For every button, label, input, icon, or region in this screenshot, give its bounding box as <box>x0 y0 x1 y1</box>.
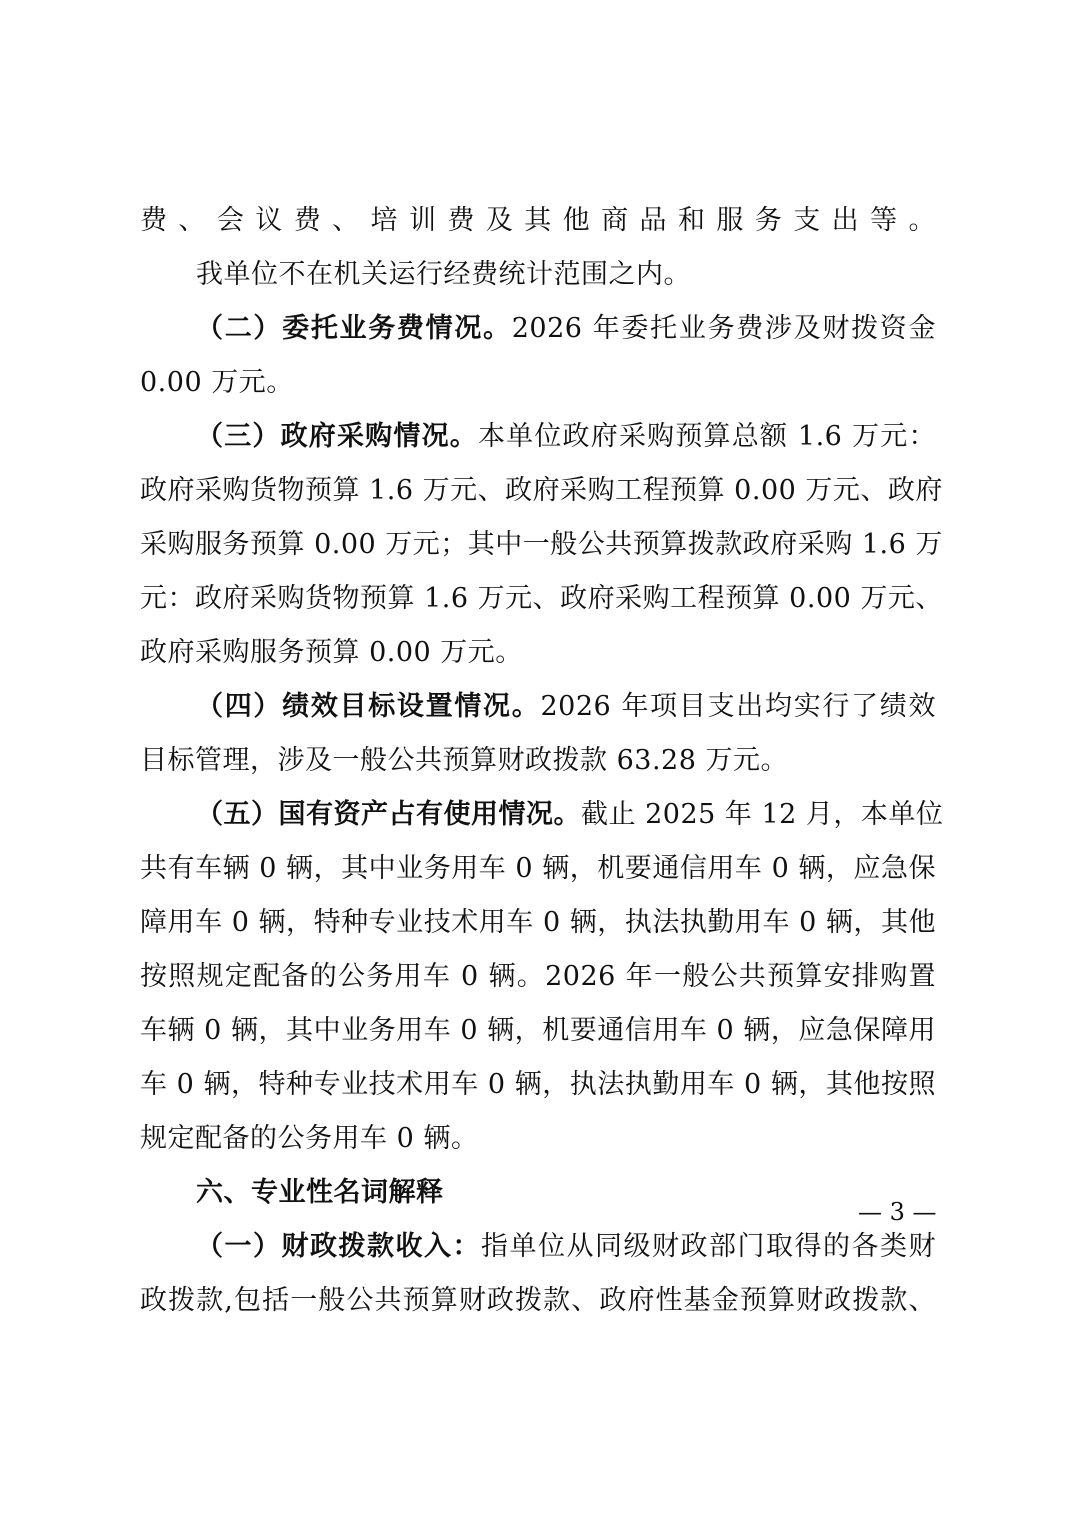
section-text: 2026 年委托业务费涉及财拨资金 <box>511 313 936 344</box>
term-text: 指单位从同级财政部门取得的各类财 <box>481 1231 936 1262</box>
section-title: （四）绩效目标设置情况。 <box>196 691 541 722</box>
section-title: （二）委托业务费情况。 <box>196 313 512 344</box>
term-title: （一）财政拨款收入： <box>196 1231 481 1262</box>
page-number: — 3 — <box>858 1198 937 1226</box>
section-text: 2026 年项目支出均实行了绩效 <box>540 691 937 722</box>
section-heading: 六、专业性名词解释 <box>196 1177 444 1208</box>
paragraph-line: 我单位不在机关运行经费统计范围之内。 <box>196 259 691 290</box>
term-fiscal-revenue <box>140 1220 936 1274</box>
section-commission-fee <box>140 302 936 356</box>
section-procurement <box>140 410 936 464</box>
section-text: 本单位政府采购预算总额 1.6 万元： <box>477 421 937 452</box>
paragraph-line: 政府采购服务预算 0.00 万元。 <box>140 637 523 668</box>
section-assets <box>140 788 944 842</box>
paragraph-line: 政府采购货物预算 1.6 万元、政府采购工程预算 0.00 万元、政府 <box>140 475 943 506</box>
section-title: （三）政府采购情况。 <box>196 421 478 452</box>
paragraph-line: 车辆 0 辆，其中业务用车 0 辆，机要通信用车 0 辆，应急保障用 <box>140 1015 936 1046</box>
section-performance <box>140 680 936 734</box>
paragraph-line: 目标管理，涉及一般公共预算财政拨款 63.28 万元。 <box>140 745 788 776</box>
section-title: （五）国有资产占有使用情况。 <box>196 799 581 830</box>
paragraph-line: 政拨款,包括一般公共预算财政拨款、政府性基金预算财政拨款、 <box>140 1285 936 1316</box>
paragraph-line: 采购服务预算 0.00 万元；其中一般公共预算拨款政府采购 1.6 万 <box>140 529 943 560</box>
paragraph-line: 车 0 辆，特种专业技术用车 0 辆，执法执勤用车 0 辆，其他按照 <box>140 1069 936 1100</box>
paragraph-line: 元：政府采购货物预算 1.6 万元、政府采购工程预算 0.00 万元、 <box>140 583 943 614</box>
paragraph-line: 0.00 万元。 <box>140 367 294 398</box>
section-text: 截止 2025 年 12 月，本单位 <box>581 799 944 830</box>
paragraph-line: 按照规定配备的公务用车 0 辆。2026 年一般公共预算安排购置 <box>140 961 936 992</box>
paragraph-line: 规定配备的公务用车 0 辆。 <box>140 1123 479 1154</box>
paragraph-line: 障用车 0 辆，特种专业技术用车 0 辆，执法执勤用车 0 辆，其他 <box>140 907 936 938</box>
paragraph-line: 费、会议费、培训费及其他商品和服务支出等。 <box>140 205 936 236</box>
paragraph-line: 共有车辆 0 辆，其中业务用车 0 辆，机要通信用车 0 辆，应急保 <box>140 853 936 884</box>
document-body <box>140 194 944 1328</box>
